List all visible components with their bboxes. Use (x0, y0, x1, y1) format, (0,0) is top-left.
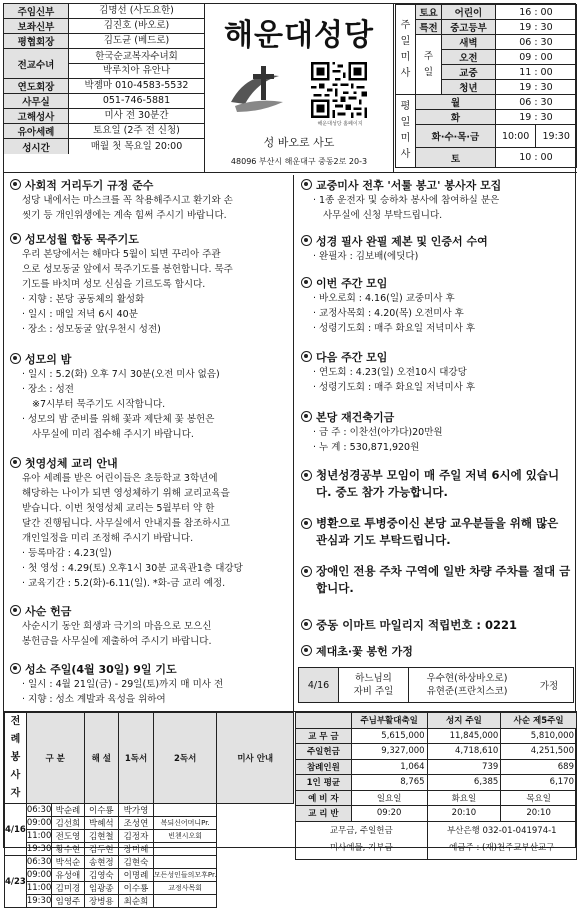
bullet-icon (301, 470, 312, 481)
sister-names: 박루치아 유안나 (102, 64, 171, 76)
notice-mileage: 중동 이마트 마일리지 적립번호 : 0221 (301, 617, 571, 634)
bullet-icon (301, 619, 312, 630)
notice-mary-night: 성모의 밤 · 일시 : 5.2(화) 오후 7시 30분(오전 미사 없음) · 장소 : 성전 ※7시부터 묵주기도 시작합니다. · 성모의 밤 준비를 위해 꽃과 제단체 꽃 봉헌은 사무실에 미리 접수해 주시기 바랍니다. (10, 351, 220, 442)
staff-table (4, 4, 204, 154)
notice-this-week: 이번 주간 모임 · 바오로회 : 4.16(일) 교중미사 후 · 교정사목회 : 4.20(목) 오전미사 후 · 성령기도회 : 매주 화요일 저녁미사 후 (301, 275, 475, 336)
staff-row: 평협회장 김도균 (베드로) (4, 34, 204, 49)
mass-schedule (395, 4, 577, 173)
bottom-tables (4, 711, 577, 907)
notice-first-communion: 첫영성체 교리 안내 유아 세례를 받은 어린이들은 초등학교 3학년에 해당하는 나이가 되면 영성체하기 위해 교리교육을 받습니다. 이번 첫영성체 교리는 5월부터 약 한 달간 진행됩니다. 사무실에서 안내지를 참조하시고 개인일정을 미리 조정해 주시기 바랍니다. · 등록마감 : 4.23(일) · 첫 영성 : 4.29(토) 오후1시 30분 교육관1층 대강당 · 교육기간 : 5.2(화)-6.11(일). *화-금 교리 예정. (10, 455, 243, 591)
sunday-mass-label: 주 일 미 사 (396, 5, 416, 95)
bullet-icon (10, 353, 21, 364)
bullet-icon (301, 645, 312, 656)
servers-week1 (5, 804, 294, 856)
church-name: 해운대성당 (224, 18, 374, 53)
notice-rebuild-fund: 본당 재건축기금 · 금 주 : 이찬선(아가다)20만원 · 누 계 : 530,871,920원 (301, 409, 443, 455)
notice-youth-bible: 청년성경공부 모임이 매 주일 저녁 6시에 있습니다. 중도 참가 가능합니다. (301, 467, 571, 501)
qr-caption: 해운대성당 홈페이지 (317, 121, 363, 127)
notice-bible-copy: 성경 필사 완필 제본 및 인증서 수여 · 완필자 : 김보배(에딧다) (301, 233, 488, 264)
table-row: 11:00 김미경 임광종 이수룡 교정사목회 (5, 882, 294, 895)
table-row: 19:30 황수현 김두현 장미혜 (5, 843, 294, 856)
bullet-icon (10, 663, 21, 674)
notice-altar-flowers: 제대초·꽃 봉헌 가정 (301, 643, 413, 659)
staff-row: 사무실 051-746-5881 (4, 94, 204, 109)
finance-table: 주님부활대축일 성지 주일 사순 제5주일 교 무 금 5,615,000 11,845,000 5,810,000 주일헌금 9,327,000 4,718,610 4,251,500 참례인원 1,064 739 689 1인 평균 8,765 6,385 6,170 예 비 자 일요일 화요일 목요일 교 리 반 09:20 20:10 20:10 교무금, 주일헌금 미사예물, 기부금 부산은행 032-01-041974-1 예금주 : (재)천주교부산교구 (295, 712, 577, 860)
church-title-block (204, 4, 394, 173)
bullet-icon (301, 518, 312, 529)
bullet-icon (301, 411, 312, 422)
table-row: 1인 평균 8,765 6,385 6,170 (296, 775, 577, 791)
weekday-mass-label: 평 일 미 사 (396, 95, 416, 168)
notice-lent-offering: 사순 헌금 사순시기 동안 희생과 극기의 마음으로 모으신 봉헌금을 사무실에 제출하여 주시기 바랍니다. (10, 603, 211, 649)
bank-account: 부산은행 032-01-041974-1 예금주 : (재)천주교부산교구 (427, 821, 576, 859)
table-row: 교 무 금 5,615,000 11,845,000 5,810,000 (296, 728, 577, 744)
mass-table: 주 일 미 사 토요 어린이 16 : 00 특전 중고등부 19 : 30 주 일 새벽 06 : 30 오전 09 : 00 교중 11 : 00 청년 19 : 30 평 일 미 사 월 06 : 30 화 19 : 30 화·수·목·금 10:00 19:30 토 10 : 00 (395, 4, 577, 168)
table-row: 19:30 임영주 장병용 최순희 (5, 895, 294, 908)
table-row: 4/16 06:30 박순례 이수룡 박가영 (5, 804, 294, 817)
table-row: 09:00 김선희 박혜석 조성연 복되신어머니Pr. (5, 817, 294, 830)
staff-row: 유아세례 토요일 (2주 전 신청) (4, 124, 204, 139)
bullet-icon (301, 351, 312, 362)
table-row: 09:00 유성애 김영숙 이명례 모든성인들의모후Pr. (26, 870, 217, 881)
notice-distancing: 사회적 거리두기 규정 준수 성당 내에서는 마스크를 꼭 착용해주시고 환기와 손 씻기 등 개인위생에는 계속 힘써 주시기 바랍니다. (10, 177, 233, 223)
sunday-group-label: 주 일 (416, 35, 442, 95)
notice-next-week: 다음 주간 모임 · 연도회 : 4.23(일) 오전10시 대강당 · 성령기도회 : 매주 화요일 저녁미사 후 (301, 349, 475, 395)
staff-row: 연도회장 박젬마 010-4583-5532 (4, 79, 204, 94)
notice-prayer-sick: 병환으로 투병중이신 본당 교우분들을 위해 많은 관심과 기도 부탁드립니다. (301, 515, 571, 549)
table-row: 참례인원 1,064 739 689 (296, 759, 577, 775)
bullet-icon (301, 235, 312, 246)
staff-row: 전교수녀 한국순교복자수녀회 박루치아 유안나 (4, 49, 204, 79)
qr-code-icon[interactable] (311, 62, 367, 118)
servers-week2 (5, 856, 294, 908)
notice-rosary: 성모성월 합동 묵주기도 우리 본당에서는 해마다 5월이 되면 꾸리아 주관 으로 성모동굴 앞에서 묵주기도를 봉헌합니다. 묵주 기도를 바치며 성모 신심을 기르도록 합시다. · 지향 : 본당 공동체의 활성화 · 일시 : 매일 저녁 6시 40분 · 장소 : 성모동굴 앞(우천시 성전) (10, 231, 233, 337)
staff-row: 주임신부 김명선 (사도요한) (4, 4, 204, 19)
church-address: 48096 부산시 해운대구 중동2로 20-3 (230, 157, 368, 166)
notice-volunteer: 교중미사 전후 '서툴 봉고' 봉사자 모집 · 1종 운전자 및 승하차 봉사에 참여하실 분은 사무실에 신청 부탁드립니다. (301, 177, 501, 223)
church-logo-icon (227, 62, 289, 120)
sister-order: 한국순교복자수녀회 (69, 50, 204, 64)
left-column (4, 175, 294, 711)
bullet-icon (301, 277, 312, 288)
bullet-icon (10, 605, 21, 616)
service-date: 4/23 (5, 856, 27, 908)
altar-flowers-table: 4/16 하느님의 자비 주일 우수현(하상바오로) 유현준(프란치스코) 가정 (298, 667, 574, 703)
table-row: 11:00 전도영 김현철 김정자 빈첸시오회 (5, 830, 294, 843)
patron-saint: 성 바오로 사도 (263, 136, 335, 149)
table-row: 주일헌금 9,327,000 4,718,610 4,251,500 (296, 744, 577, 760)
bulletin-header (4, 4, 577, 173)
staff-row: 성시간 매월 첫 목요일 20:00 (4, 139, 204, 154)
staff-row: 보좌신부 김진호 (바오로) (4, 19, 204, 34)
bullet-icon (10, 179, 21, 190)
bulletin-page (3, 3, 576, 907)
servers-side-label: 전 례 봉 사 자 (5, 713, 27, 804)
bullet-icon (301, 179, 312, 190)
table-row: 4/23 06:30 박석순 송현정 김현숙 (5, 856, 294, 869)
finance-rows (296, 728, 577, 790)
notice-parking: 장애인 전용 주차 구역에 일반 차량 주차를 절대 금합니다. (301, 563, 571, 597)
right-column (295, 175, 577, 711)
liturgy-servers-table: 전 례 봉 사 자 구 분 해 설 1독서 2독서 미사 안내 4/16 06:30 박순례 이수룡 박가영 09:00 김선희 박혜석 조성연 복되신어머니Pr. 11:00 전도영 김현철 김정자 빈첸시오회 19:30 황수현 김두현 장미혜 4/23 06:30 박석순 송현정 김현숙 09:00 유성애 김영숙 이명례 모든성인들의모후Pr. 11:00 김미경 임광종 이수룡 교정사목회 19:30 임영주 장병용 최순희 (4, 712, 294, 908)
bullet-icon (10, 457, 21, 468)
bullet-icon (10, 233, 21, 244)
notice-vocation-novena: 성소 주일(4월 30일) 9일 기도 · 일시 : 4월 21일(금) - 29일(토)까지 매 미사 전 · 지향 : 성소 계발과 육성을 위하여 (10, 661, 223, 707)
bullet-icon (301, 566, 312, 577)
account-labels: 교무금, 주일헌금 미사예물, 기부금 (296, 821, 428, 859)
staff-row: 고해성사 미사 전 30분간 (4, 109, 204, 124)
service-date: 4/16 (5, 804, 27, 856)
